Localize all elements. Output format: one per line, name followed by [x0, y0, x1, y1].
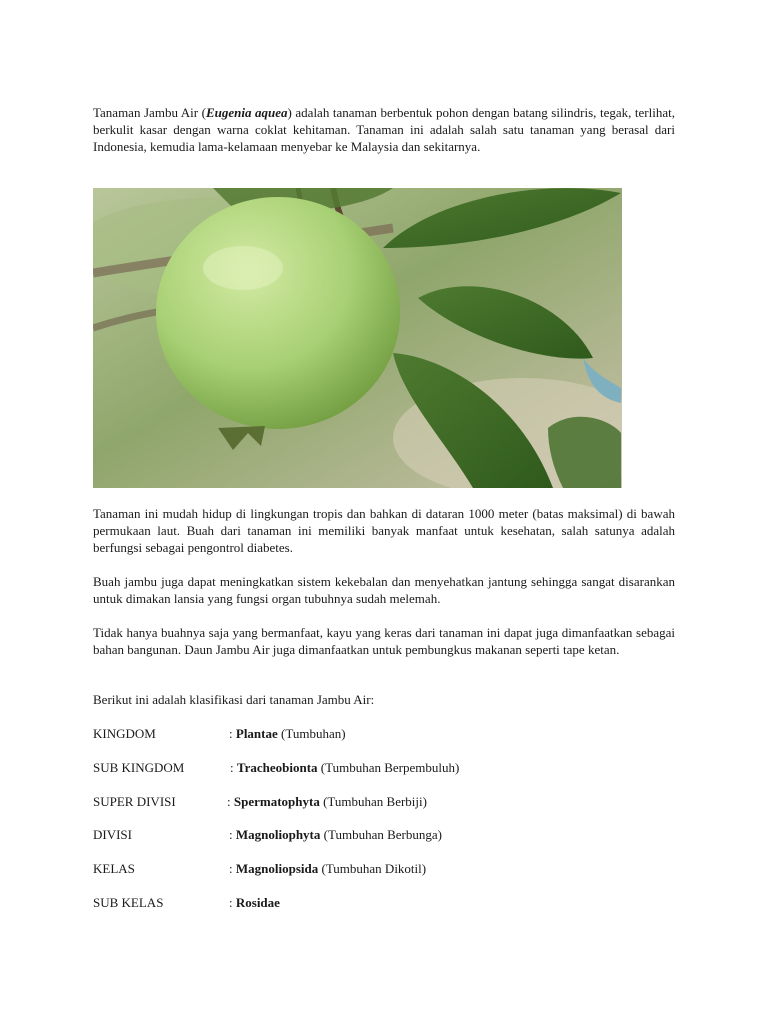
classification-key: KINGDOM [93, 726, 156, 741]
classification-key: SUB KINGDOM [93, 760, 185, 775]
intro-paragraph [93, 104, 675, 155]
paragraph-3: Tidak hanya buahnya saja yang bermanfaat, kayu yang keras dari tanaman ini dapat juga dimanfaatkan sebagai bahan bangunan. Daun Jambu Air juga dimanfaatkan untuk pembungkus makanan seperti tape ketan. [93, 625, 675, 657]
paragraph-4: Berikut ini adalah klasifikasi dari tanaman Jambu Air: [93, 692, 375, 707]
classification-row [93, 759, 675, 776]
classification-value: : Rosidae [229, 895, 280, 910]
paragraph-2: Buah jambu juga dapat meningkatkan sistem kekebalan dan menyehatkan jantung sehingga sangat disarankan untuk dimakan lansia yang fungsi organ tubuhnya sudah melemah. [93, 574, 675, 606]
classification-value: : Spermatophyta (Tumbuhan Berbiji) [227, 794, 427, 809]
classification-key: SUPER DIVISI [93, 794, 176, 809]
classification-row [93, 793, 675, 810]
classification-value: : Tracheobionta (Tumbuhan Berpembuluh) [230, 760, 460, 775]
classification-row [93, 725, 675, 742]
intro-text-start: Tanaman Jambu Air ( [93, 105, 206, 120]
classification-row [93, 894, 675, 911]
guava-photo [93, 188, 622, 488]
classification-value: : Magnoliopsida (Tumbuhan Dikotil) [229, 861, 427, 876]
classification-key: DIVISI [93, 827, 132, 842]
classification-row [93, 826, 675, 843]
paragraph-1: Tanaman ini mudah hidup di lingkungan tropis dan bahkan di dataran 1000 meter (batas maksimal) di bawah permukaan laut. Buah dari tanaman ini memiliki banyak manfaat untuk kesehatan, salah satunya adalah berfungsi sebagai pengontrol diabetes. [93, 506, 675, 555]
classification-row [93, 860, 675, 877]
latin-name: Eugenia aquea [205, 105, 288, 120]
classification-key: KELAS [93, 861, 135, 876]
classification-value: : Magnoliophyta (Tumbuhan Berbunga) [229, 827, 442, 842]
classification-key: SUB KELAS [93, 895, 164, 910]
classification-value: : Plantae (Tumbuhan) [229, 726, 346, 741]
intro-text-end: ) adalah tanaman berbentuk pohon dengan batang silindris, tegak, terlihat, berkulit kasar dengan warna coklat kehitaman. Tanaman ini adalah salah satu tanaman yang berasal dari Indonesia, kemudia lama-kelamaan menyebar ke Malaysia dan sekitarnya. [93, 105, 675, 154]
